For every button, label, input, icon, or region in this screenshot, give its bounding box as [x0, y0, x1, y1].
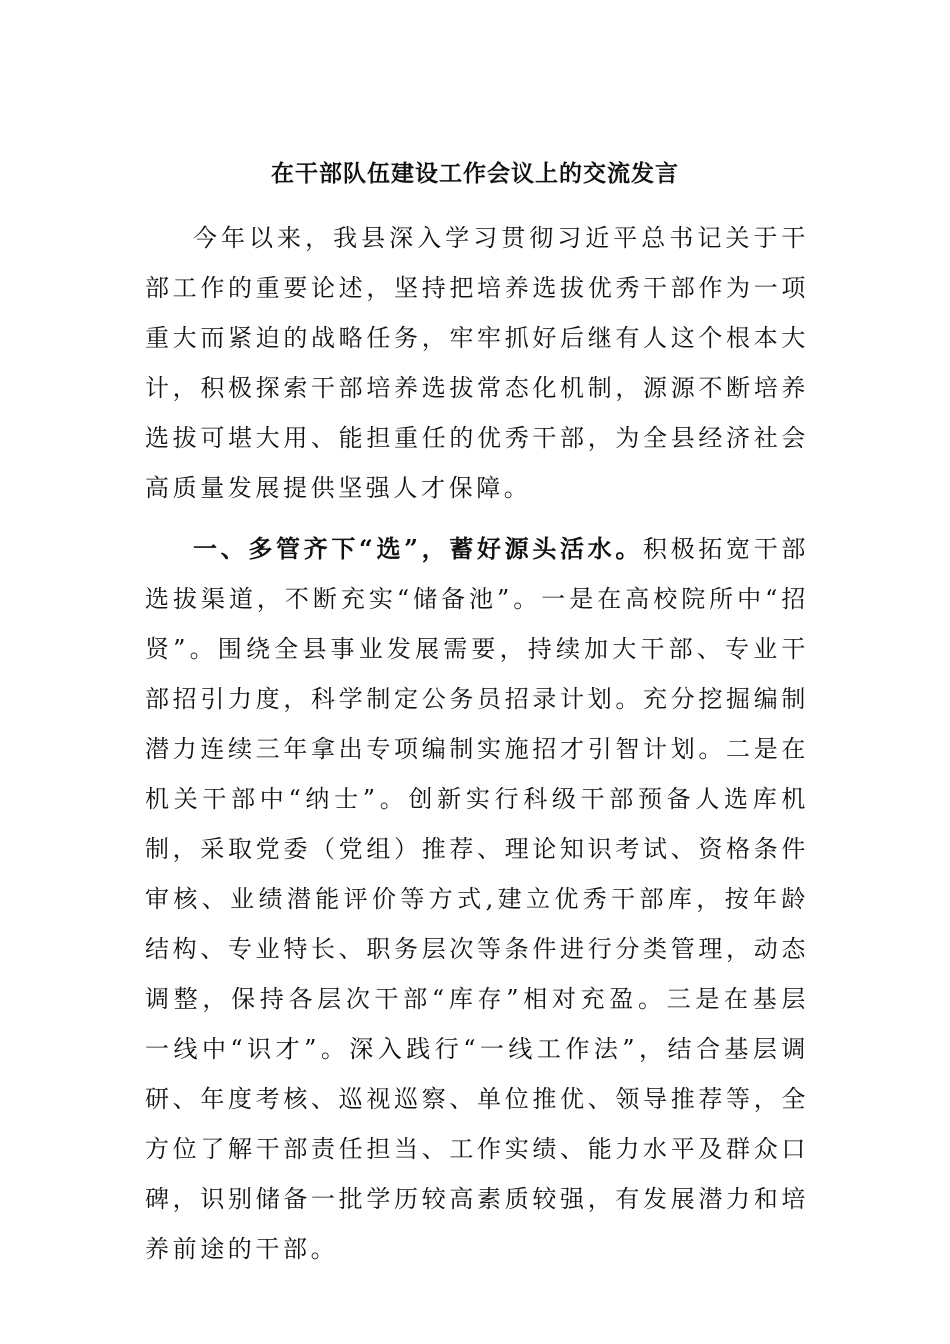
section-1-heading: 一、多管齐下“选”，蓄好源头活水。 — [193, 534, 644, 563]
section-1-paragraph — [145, 524, 809, 1274]
intro-paragraph: 今年以来，我县深入学习贯彻习近平总书记关于干部工作的重要论述，坚持把培养选拔优秀干部作为一项重大而紧迫的战略任务，牢牢抓好后继有人这个根本大计，积极探索干部培养选拔常态化机制，源源不断培养选拔可堪大用、能担重任的优秀干部，为全县经济社会高质量发展提供坚强人才保障。 — [145, 224, 809, 502]
section-1-body: 积极拓宽干部选拔渠道，不断充实“储备池”。一是在高校院所中“招贤”。围绕全县事业发展需要，持续加大干部、专业干部招引力度，科学制定公务员招录计划。充分挖掘编制潜力连续三年拿出专项编制实施招才引智计划。二是在机关干部中“纳士”。创新实行科级干部预备人选库机制，采取党委（党组）推荐、理论知识考试、资格条件审核、业绩潜能评价等方式,建立优秀干部库，按年龄结构、专业特长、职务层次等条件进行分类管理，动态调整，保持各层次干部“库存”相对充盈。三是在基层一线中“识才”。深入践行“一线工作法”，结合基层调研、年度考核、巡视巡察、单位推优、领导推荐等，全方位了解干部责任担当、工作实绩、能力水平及群众口碑，识别储备一批学历较高素质较强，有发展潜力和培养前途的干部。 — [145, 535, 809, 1263]
document-title: 在干部队伍建设工作会议上的交流发言 — [271, 160, 679, 187]
